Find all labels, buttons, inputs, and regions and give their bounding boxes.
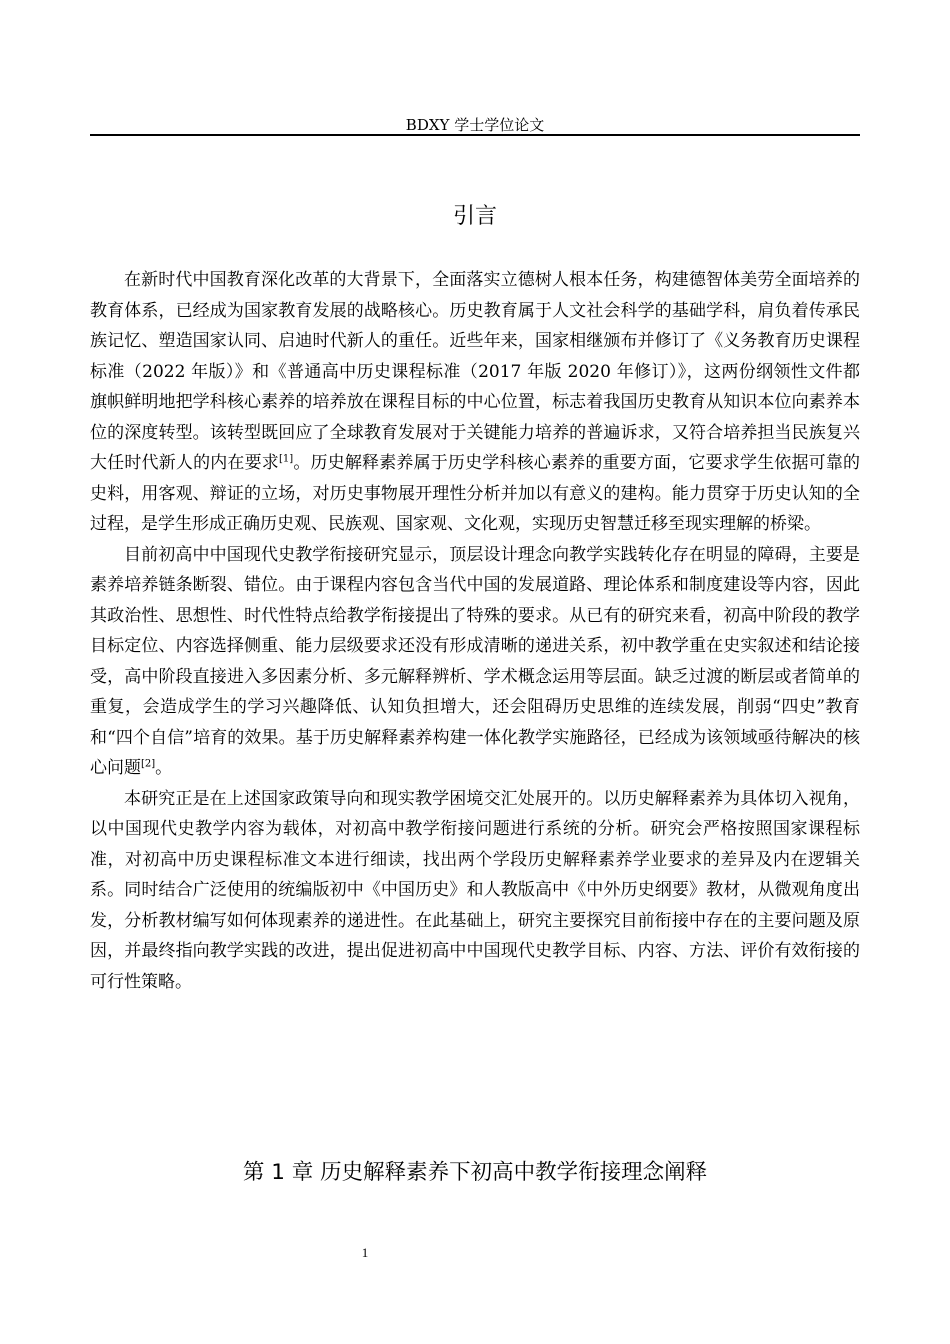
chapter-title: 第 1 章 历史解释素养下初高中教学衔接理念阐释: [242, 1160, 708, 1185]
paragraph: [90, 265, 860, 540]
header-divider: [90, 134, 860, 136]
paragraph-text: 目前初高中中国现代史教学衔接研究显示，顶层设计理念向教学实践转化存在明显的障碍，主要是素养培养链条断裂、错位。由于课程内容包含当代中国的发展道路、理论体系和制度建设等内容，因此其政治性、思想性、时代性特点给教学衔接提出了特殊的要求。从已有的研究来看，初高中阶段的教学目标定位、内容选择侧重、能力层级要求还没有形成清晰的递进关系，初中教学重在史实叙述和结论接受，高中阶段直接进入多因素分析、多元解释辨析、学术概念运用等层面。缺乏过渡的断层或者简单的重复，会造成学生的学习兴趣降低、认知负担增大，还会阻碍历史思维的连续发展，削弱“四史”教育和“四个自信”培育的效果。基于历史解释素养构建一体化教学实施路径，已经成为该领域亟待解决的核心问题: [90, 544, 860, 778]
paragraph-text: 在新时代中国教育深化改革的大背景下，全面落实立德树人根本任务，构建德智体美劳全面培养的教育体系，已经成为国家教育发展的战略核心。历史教育属于人文社会科学的基础学科，肩负着传承民族记忆、塑造国家认同、启迪时代新人的重任。近些年来，国家相继颁布并修订了《义务教育历史课程标准（2022 年版）》和《普通高中历史课程标准（2017 年版 2020 年修订）》，这两份纲领性文件都旗帜鲜明地把学科核心素养的培养放在课程目标的中心位置，标志着我国历史教育从知识本位向素养本位的深度转型。该转型既回应了全球教育发展对于关键能力培养的普遍诉求，又符合培养担当民族复兴大任时代新人的内在要求: [90, 270, 860, 473]
section-title: 引言: [452, 204, 497, 229]
citation-marker: [1]: [278, 453, 294, 465]
paragraph-text: 本研究正是在上述国家政策导向和现实教学困境交汇处展开的。以历史解释素养为具体切入视角，以中国现代史教学内容为载体，对初高中教学衔接问题进行系统的分析。研究会严格按照国家课程标准，对初高中历史课程标准文本进行细读，找出两个学段历史解释素养学业要求的差异及内在逻辑关系。同时结合广泛使用的统编版初中《中国历史》和人教版高中《中外历史纲要》教材，从微观角度出发，分析教材编写如何体现素养的递进性。在此基础上，研究主要探究目前衔接中存在的主要问题及原因，并最终指向教学实践的改进，提出促进初高中中国现代史教学目标、内容、方法、评价有效衔接的可行性策略。: [90, 788, 860, 992]
paragraph-text: 。历史解释素养属于历史学科核心素养的重要方面，它要求学生依据可靠的史料，用客观、辩证的立场，对历史事物展开理性分析并加以有意义的建构。能力贯穿于历史认知的全过程，是学生形成正确历史观、民族观、国家观、文化观，实现历史智慧迁移至现实理解的桥梁。: [90, 453, 861, 534]
citation-marker: [2]: [141, 758, 156, 770]
paragraph: [90, 784, 860, 998]
body-text: [90, 265, 860, 997]
running-header: BDXY 学士学位论文: [405, 116, 545, 134]
paragraph-text: 。: [155, 758, 173, 778]
paragraph: [90, 540, 860, 784]
page-number: 1: [361, 1245, 369, 1260]
